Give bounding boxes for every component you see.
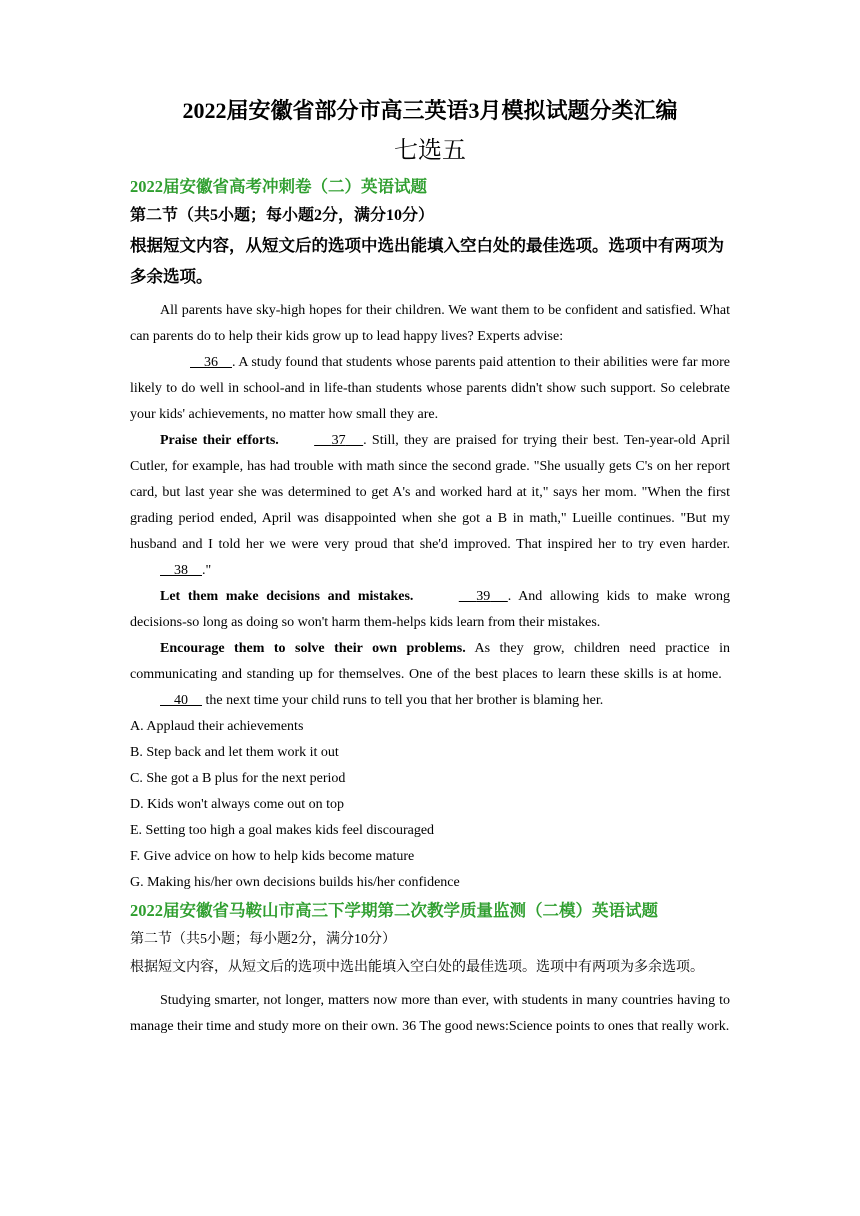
document-page xyxy=(130,96,730,1040)
answer-blank-37: 37 xyxy=(331,433,346,448)
answer-blank-36: 36 xyxy=(204,355,218,370)
document-title: 2022届安徽省部分市高三英语3月模拟试题分类汇编 xyxy=(182,98,678,123)
document-subtitle: 七选五 xyxy=(394,138,466,164)
passage-paragraph xyxy=(130,350,730,428)
section-heading-1: 2022届安徽省高考冲刺卷（二）英语试题 xyxy=(130,177,427,196)
option-f: F. Give advice on how to help kids become mature xyxy=(130,849,415,864)
paragraph-lead: Let them make decisions and mistakes. xyxy=(160,589,414,604)
passage-paragraph: Studying smarter, not longer, matters now more than ever, with students in many countries having to manage their time and study more on their own. 36 The good news:Science points to ones that really work. xyxy=(130,993,730,1034)
passage-paragraph: Praise their efforts. 37 . Still, they are praised for trying their best. Ten-year-old April Cutler, for example, has had trouble with math since the second grade. "She usually gets C's on her report card, but last year she was determined to get A's and worked hard at it," says her mom. "When the first grading period ended, April was disappointed when she got a B in math," Lueille continues. "But my husband and I told her we were very proud that she'd improved. That inspired her to try even harder. 38 ." xyxy=(130,428,730,584)
section-instruction-2: 根据短文内容，从短文后的选项中选出能填入空白处的最佳选项。选项中有两项为多余选项。 xyxy=(130,960,704,975)
section-heading-2: 2022届安徽省马鞍山市高三下学期第二次教学质量监测（二模）英语试题 xyxy=(130,901,658,920)
paragraph-lead: Praise their efforts. xyxy=(160,433,279,448)
paragraph-text: . A study found that students whose parents paid attention to their abilities were far more likely to do well in school-and in life-than students whose parents didn't show such support. So celebrate your kids' achievements, no matter how small they are. xyxy=(130,355,730,422)
option-b: B. Step back and let them work it out xyxy=(130,745,339,760)
section-part-2: 第二节（共5小题；每小题2分，满分10分） xyxy=(130,932,396,947)
paragraph-text: . And allowing kids to make wrong decisions-so long as doing so won't harm them-helps kids learn from their mistakes. xyxy=(130,589,730,630)
option-d: D. Kids won't always come out on top xyxy=(130,797,345,812)
passage-paragraph xyxy=(130,584,730,636)
paragraph-lead: Encourage them to solve their own problems. xyxy=(160,641,466,656)
passage-paragraph: Encourage them to solve their own problems. As they grow, children need practice in communicating and standing up for themselves. One of the best places to learn these skills is at home. 40 the next time your child runs to tell you that her brother is blaming her. xyxy=(130,636,730,714)
section-instruction-1: 根据短文内容，从短文后的选项中选出能填入空白处的最佳选项。选项中有两项为多余选项。 xyxy=(130,236,724,286)
section-part-1: 第二节（共5小题；每小题2分，满分10分） xyxy=(130,207,435,224)
paragraph-text: . Still, they are praised for trying their best. Ten-year-old April Cutler, for example, has had trouble with math since the second grade. "She usually gets C's on her report card, but last year she was determined to get A's and worked hard at it," says her mom. "When the first grading period ended, April was disappointed when she got a B in math," Lueille continues. "But my husband and I told her we were very proud that she'd improved. That inspired her to try even harder. xyxy=(130,433,730,552)
option-a: A. Applaud their achievements xyxy=(130,719,304,734)
answer-blank-38: 38 xyxy=(174,563,188,578)
option-g: G. Making his/her own decisions builds his/her confidence xyxy=(130,875,460,890)
paragraph-text: As they grow, children need practice in communicating and standing up for themselves. One of the best places to learn these skills is at home. xyxy=(130,641,730,682)
answer-blank-39: 39 xyxy=(476,589,491,604)
answer-blank-40: 40 xyxy=(174,693,188,708)
option-c: C. She got a B plus for the next period xyxy=(130,771,346,786)
passage-paragraph: All parents have sky-high hopes for their children. We want them to be confident and satisfied. What can parents do to help their kids grow up to lead happy lives? Experts advise: xyxy=(130,303,730,344)
option-e: E. Setting too high a goal makes kids feel discouraged xyxy=(130,823,435,838)
